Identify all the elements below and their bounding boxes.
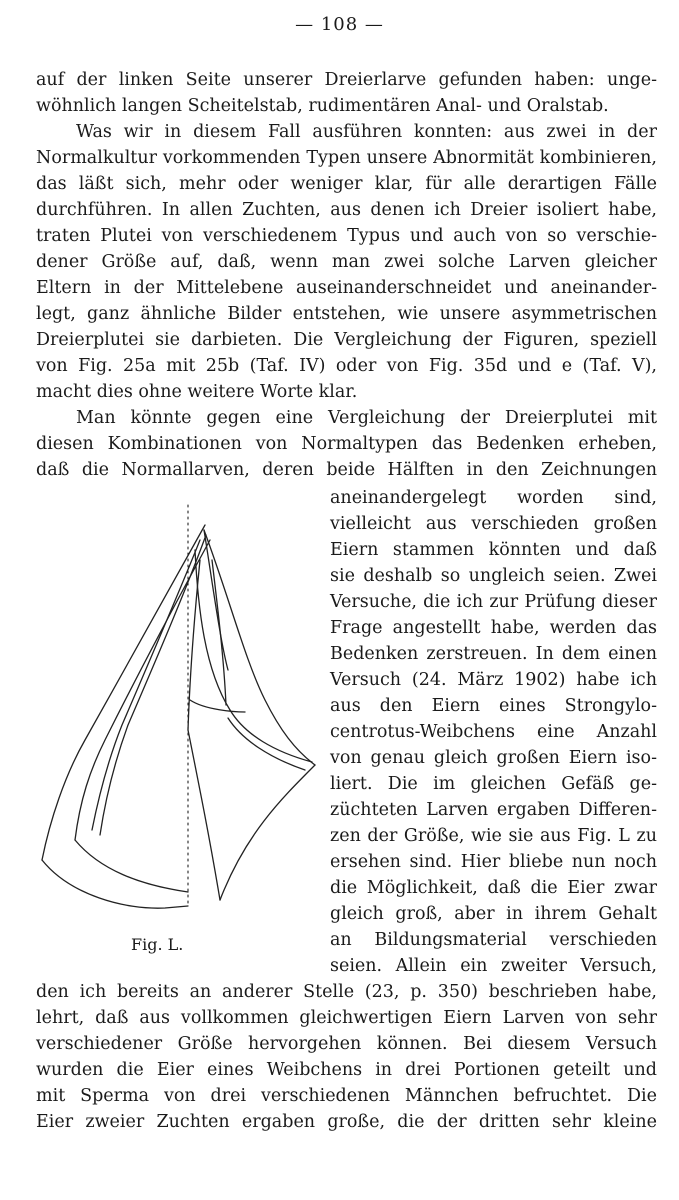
right-body [204, 530, 315, 765]
right-arm-inner [212, 560, 226, 705]
text-line: lehrt, daß aus vollkommen gleichwertigen Eiern Larven von sehr [36, 1008, 657, 1028]
left-arm-outer [42, 525, 205, 860]
text-line: Eiern stammen könnten und daß [330, 540, 657, 560]
text-line: sie deshalb so ungleich seien. Zwei [330, 566, 657, 586]
right-rod-b [190, 700, 245, 712]
left-body [42, 860, 188, 908]
text-line: diesen Kombinationen von Normaltypen das Bedenken erheben, [36, 434, 657, 454]
text-line: centrotus-Weibchens eine Anzahl [330, 722, 657, 742]
page-number: — 108 — [295, 14, 384, 35]
text-line: aneinandergelegt worden sind, [330, 488, 657, 508]
text-line: Eier zweier Zuchten ergaben große, die der dritten sehr kleine [36, 1112, 657, 1132]
text-line: das läßt sich, mehr oder weniger klar, für alle derartigen Fälle [36, 174, 657, 194]
text-line: Bedenken zerstreuen. In dem einen [330, 644, 657, 664]
text-line: Versuche, die ich zur Prüfung dieser [330, 592, 657, 612]
right-lower-body-2 [220, 765, 315, 900]
text-line: dener Größe auf, daß, wenn man zwei solche Larven gleicher [36, 252, 657, 272]
text-line: den ich bereits an anderer Stelle (23, p. 350) beschrieben habe, [36, 982, 657, 1002]
text-line: Eltern in der Mittelebene auseinanderschneidet und aneinander- [36, 278, 657, 298]
text-line: Frage angestellt habe, werden das [330, 618, 657, 638]
text-line: vielleicht aus verschieden großen [330, 514, 657, 534]
text-line: macht dies ohne weitere Worte klar. [36, 382, 358, 402]
text-line: ersehen sind. Hier bliebe nun noch [330, 852, 657, 872]
text-line: wöhnlich langen Scheitelstab, rudimentären Anal- und Oralstab. [36, 96, 609, 116]
text-line: zen der Größe, wie sie aus Fig. L zu [330, 826, 657, 846]
text-line: aus den Eiern eines Strongylo- [330, 696, 657, 716]
text-line: mit Sperma von drei verschiedenen Männchen befruchtet. Die [36, 1086, 657, 1106]
text-line: von Fig. 25a mit 25b (Taf. IV) oder von Fig. 35d und e (Taf. V), [36, 356, 657, 376]
figure-larva-drawing [30, 500, 320, 920]
text-line: Versuch (24. März 1902) habe ich [330, 670, 657, 690]
text-line: daß die Normallarven, deren beide Hälften in den Zeichnungen [36, 460, 657, 480]
text-line: auf der linken Seite unserer Dreierlarve gefunden haben: unge- [36, 70, 657, 90]
left-rod [92, 540, 200, 830]
text-line: gleich groß, aber in ihrem Gehalt [330, 904, 657, 924]
text-line: Normalkultur vorkommenden Typen unsere Abnormität kombinieren, [36, 148, 657, 168]
text-line: verschiedener Größe hervorgehen können. Bei diesem Versuch [36, 1034, 657, 1054]
text-line: liert. Die im gleichen Gefäß ge- [330, 774, 657, 794]
text-line: legt, ganz ähnliche Bilder entstehen, wie unsere asymmetrischen [36, 304, 657, 324]
text-line: durchführen. In allen Zuchten, aus denen ich Dreier isoliert habe, [36, 200, 657, 220]
text-line: seien. Allein ein zweiter Versuch, [330, 956, 657, 976]
figure-caption: Fig. L. [131, 935, 184, 954]
text-line: Was wir in diesem Fall ausführen konnten: aus zwei in der [76, 122, 657, 142]
text-line: an Bildungsmaterial verschieden [330, 930, 657, 950]
text-line: traten Plutei von verschiedenem Typus und auch von so verschie- [36, 226, 657, 246]
text-line: wurden die Eier eines Weibchens in drei Portionen geteilt und [36, 1060, 657, 1080]
left-body-inner [75, 840, 188, 892]
text-line: züchteten Larven ergaben Differen- [330, 800, 657, 820]
text-line: die Möglichkeit, daß die Eier zwar [330, 878, 657, 898]
text-line: Dreierplutei sie darbieten. Die Vergleichung der Figuren, speziell [36, 330, 657, 350]
text-line: Man könnte gegen eine Vergleichung der Dreierplutei mit [76, 408, 657, 428]
right-lower-body [188, 730, 220, 900]
text-line: von genau gleich großen Eiern iso- [330, 748, 657, 768]
